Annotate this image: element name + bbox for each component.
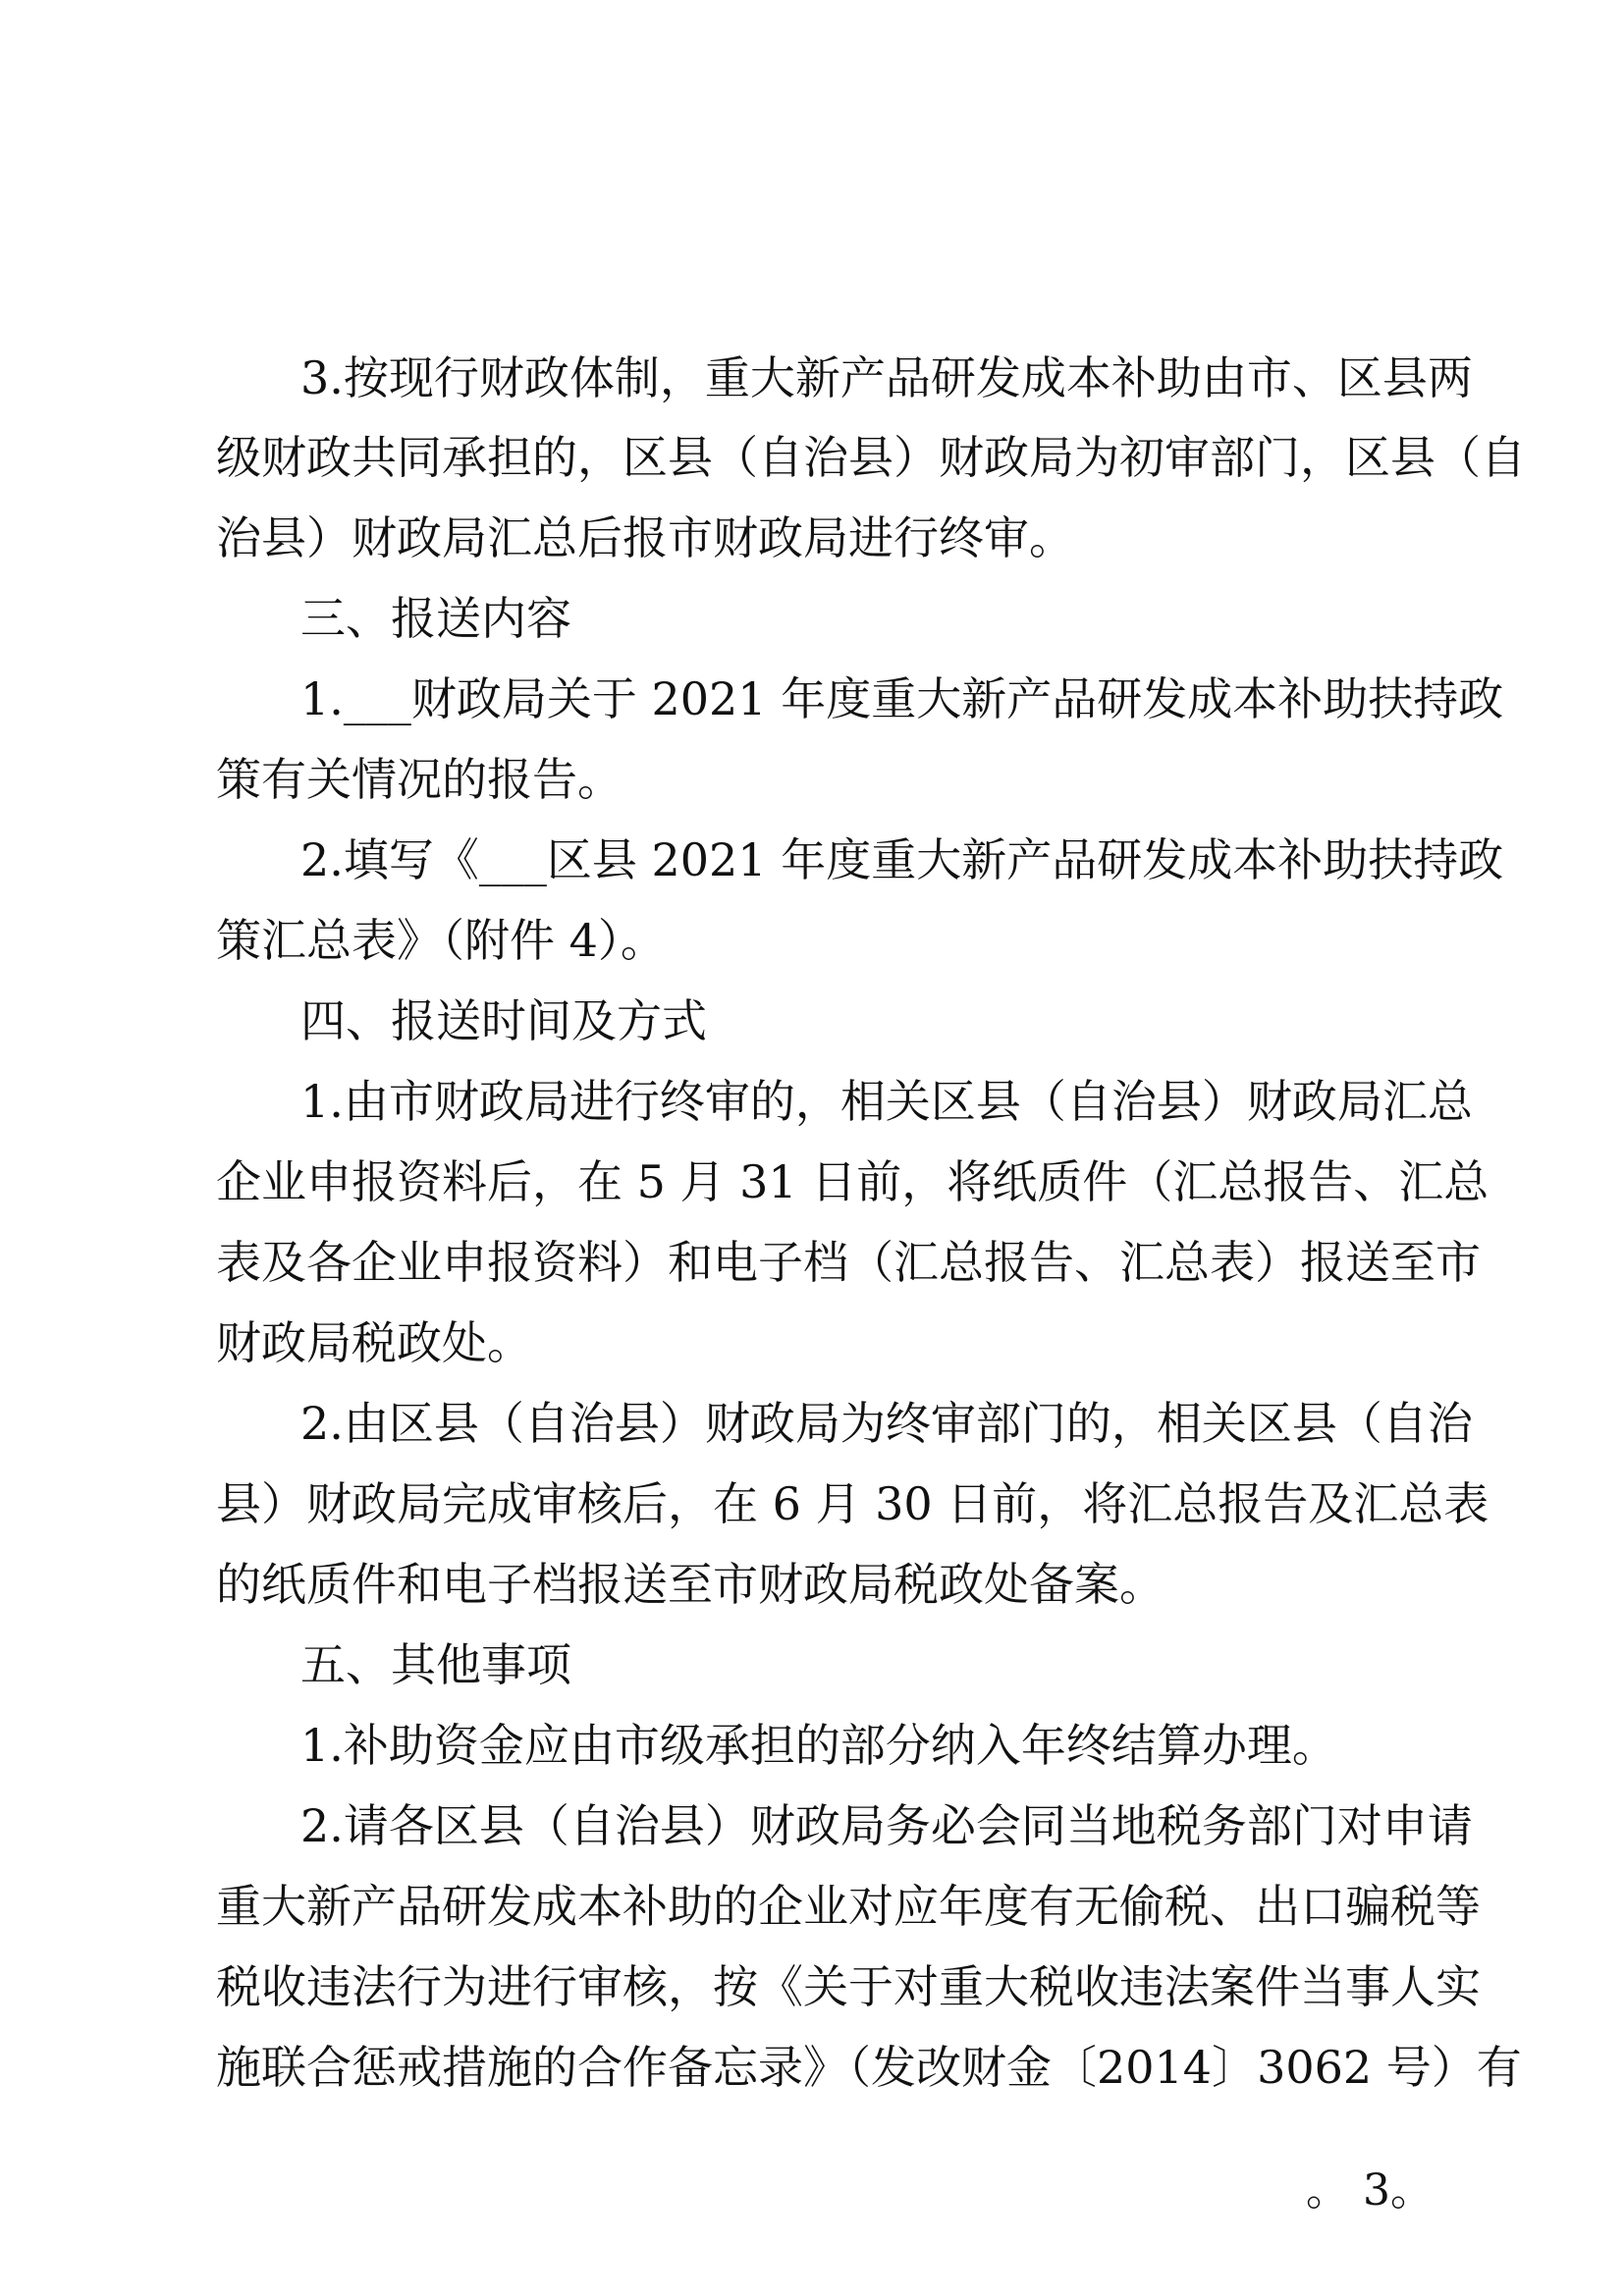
- section-heading: 五、其他事项: [300, 1638, 571, 1691]
- paragraph-line: 策汇总表》（附件 4）。: [216, 914, 666, 967]
- page-number: 。 3。: [1306, 2165, 1434, 2216]
- paragraph-line: 1.___财政局关于 2021 年度重大新产品研发成本补助扶持政: [300, 672, 1504, 725]
- paragraph-line: 2.填写《___区县 2021 年度重大新产品研发成本补助扶持政: [300, 833, 1504, 886]
- paragraph-line: 财政局税政处。: [216, 1316, 532, 1369]
- paragraph-line: 策有关情况的报告。: [216, 753, 623, 806]
- paragraph-line: 县）财政局完成审核后，在 6 月 30 日前，将汇总报告及汇总表: [216, 1477, 1489, 1530]
- section-heading: 四、报送时间及方式: [300, 994, 707, 1047]
- paragraph-line: 3.按现行财政体制，重大新产品研发成本补助由市、区县两: [300, 351, 1473, 404]
- paragraph-line: 企业申报资料后，在 5 月 31 日前，将纸质件（汇总报告、汇总: [216, 1155, 1489, 1208]
- paragraph-line: 表及各企业申报资料）和电子档（汇总报告、汇总表）报送至市: [216, 1236, 1481, 1289]
- paragraph-line: 的纸质件和电子档报送至市财政局税政处备案。: [216, 1558, 1164, 1611]
- section-heading: 三、报送内容: [300, 592, 571, 645]
- paragraph-line: 重大新产品研发成本补助的企业对应年度有无偷税、出口骗税等: [216, 1880, 1481, 1933]
- paragraph-line: 2.请各区县（自治县）财政局务必会同当地税务部门对申请: [300, 1799, 1473, 1852]
- paragraph-line: 施联合惩戒措施的合作备忘录》（发改财金〔2014〕3062 号）有: [216, 2041, 1522, 2094]
- paragraph-line: 1.由市财政局进行终审的，相关区县（自治县）财政局汇总: [300, 1075, 1473, 1128]
- paragraph-line: 治县）财政局汇总后报市财政局进行终审。: [216, 511, 1074, 564]
- paragraph-line: 2.由区县（自治县）财政局为终审部门的，相关区县（自治: [300, 1397, 1473, 1450]
- paragraph-line: 1.补助资金应由市级承担的部分纳入年终结算办理。: [300, 1719, 1337, 1772]
- paragraph-line: 级财政共同承担的，区县（自治县）财政局为初审部门，区县（自: [216, 431, 1526, 484]
- paragraph-line: 税收违法行为进行审核，按《关于对重大税收违法案件当事人实: [216, 1960, 1481, 2013]
